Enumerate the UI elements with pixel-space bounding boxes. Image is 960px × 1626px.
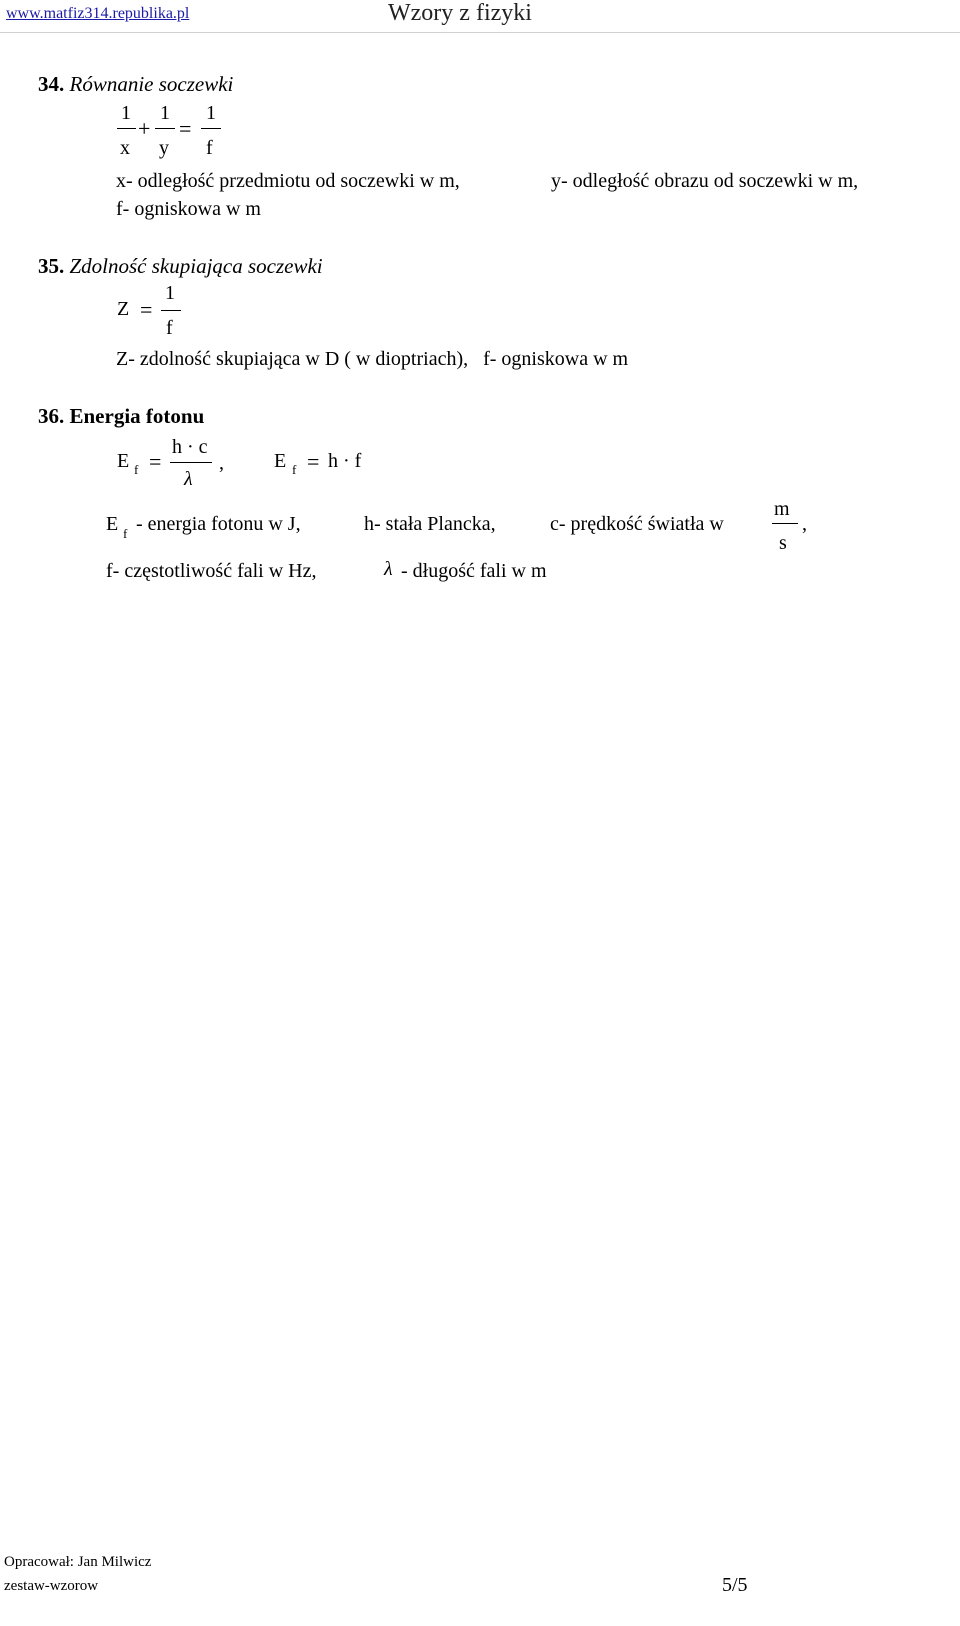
- lambda-symbol: λ: [184, 468, 193, 490]
- header-divider: [0, 32, 960, 33]
- comma: ,: [219, 452, 224, 474]
- page-number: 5/5: [722, 1574, 748, 1596]
- variable-symbol: E: [106, 513, 119, 535]
- variable-description: f- częstotliwość fali w Hz,: [106, 560, 317, 582]
- fraction-numerator: 1: [160, 102, 170, 124]
- footer-author: Opracował: Jan Milwicz: [4, 1554, 152, 1570]
- section-36-heading: [38, 404, 204, 429]
- fraction-bar: [155, 128, 175, 129]
- formula-lhs: E: [274, 450, 287, 472]
- formula-rhs: h · f: [328, 450, 362, 472]
- variable-description: - energia fotonu w J,: [136, 513, 301, 535]
- formula-subscript: f: [134, 462, 139, 477]
- plus-sign: +: [138, 116, 151, 141]
- unit-denominator: s: [779, 532, 787, 554]
- fraction-denominator: y: [159, 137, 169, 159]
- document-title: Wzory z fizyki: [388, 0, 532, 26]
- section-35-heading: [38, 254, 323, 279]
- formula-lhs: E: [117, 450, 130, 472]
- variable-subscript: f: [123, 526, 128, 541]
- variable-description: Z- zdolność skupiająca w D ( w dioptriach), f- ogniskowa w m: [116, 348, 629, 370]
- fraction-bar: [161, 310, 181, 311]
- variable-description: y- odległość obrazu od soczewki w m,: [551, 170, 859, 192]
- fraction-denominator: f: [206, 137, 213, 159]
- variable-description: h- stała Plancka,: [364, 513, 496, 535]
- section-title: Równanie soczewki: [69, 72, 234, 96]
- fraction-bar: [170, 462, 212, 463]
- section-title: Zdolność skupiająca soczewki: [69, 254, 323, 278]
- variable-description: x- odległość przedmiotu od soczewki w m,: [116, 170, 460, 192]
- comma: ,: [802, 513, 807, 535]
- fraction-numerator: 1: [165, 282, 175, 304]
- fraction-denominator: x: [120, 137, 130, 159]
- fraction-denominator: f: [166, 317, 173, 339]
- fraction-numerator: 1: [121, 102, 131, 124]
- section-34-heading: [38, 72, 233, 97]
- formula-lhs: Z: [117, 298, 130, 320]
- section-number: 36.: [38, 404, 65, 428]
- formula-subscript: f: [292, 462, 297, 477]
- variable-description: f- ogniskowa w m: [116, 198, 261, 220]
- variable-description: c- prędkość światła w: [550, 513, 724, 535]
- fraction-bar: [201, 128, 221, 129]
- equals-sign: =: [149, 449, 162, 474]
- fraction-numerator: 1: [206, 102, 216, 124]
- footer-set-name: zestaw-wzorow: [4, 1578, 99, 1594]
- fraction-numerator: h · c: [172, 436, 208, 458]
- fraction-bar: [772, 523, 798, 524]
- section-title: Energia fotonu: [69, 404, 205, 428]
- site-link[interactable]: www.matfiz314.republika.pl: [6, 5, 190, 22]
- equals-sign: =: [307, 449, 320, 474]
- fraction-bar: [117, 128, 136, 129]
- variable-description: - długość fali w m: [401, 560, 547, 582]
- unit-numerator: m: [774, 498, 790, 520]
- equals-sign: =: [179, 116, 192, 141]
- equals-sign: =: [140, 297, 153, 322]
- section-number: 34.: [38, 72, 65, 96]
- lambda-symbol: λ: [384, 558, 393, 580]
- section-number: 35.: [38, 254, 65, 278]
